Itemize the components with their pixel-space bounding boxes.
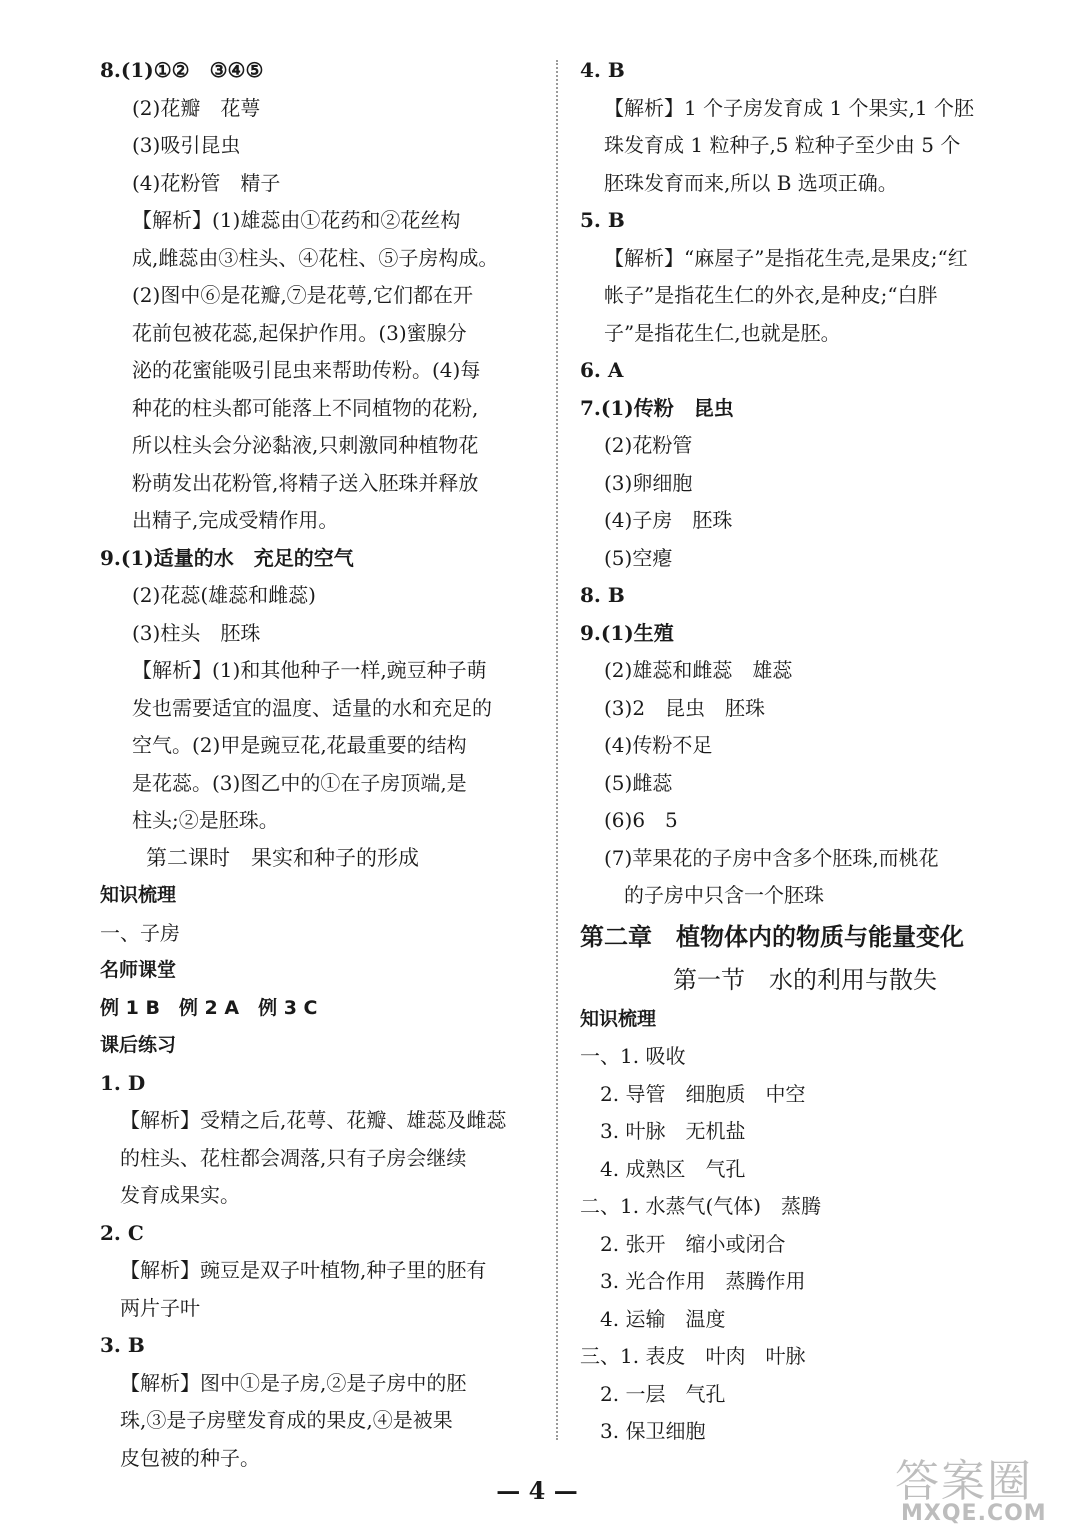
text-line: 知识梳理 <box>580 1007 657 1030</box>
text-line: 例 1 B 例 2 A 例 3 C <box>100 996 318 1019</box>
text-line: (3)柱头 胚珠 <box>132 620 261 645</box>
text-line: 发也需要适宜的温度、适量的水和充足的 <box>132 695 492 720</box>
text-line: 3. 叶脉 无机盐 <box>580 1119 746 1143</box>
page-number: — 4 — <box>496 1476 578 1505</box>
text-line: 2. C <box>100 1220 144 1245</box>
text-line: 子”是指花生仁,也就是胚。 <box>604 320 841 345</box>
text-line: 2. 一层 气孔 <box>580 1381 726 1406</box>
text-line: 【解析】图中①是子房,②是子房中的胚 <box>120 1370 467 1395</box>
text-line: 第一节 水的利用与散失 <box>673 965 937 994</box>
text-line: 珠发育成 1 粒种子,5 粒种子至少由 5 个 <box>604 133 961 157</box>
text-line: (2)花蕊(雄蕊和雌蕊) <box>132 583 316 607</box>
text-line: 第二课时 果实和种子的形成 <box>146 845 419 870</box>
text-line: 1. D <box>100 1070 146 1095</box>
text-line: 二、1. 水蒸气(气体) 蒸腾 <box>580 1194 822 1218</box>
text-line: (6)6 5 <box>604 808 678 832</box>
text-line: 4. B <box>580 58 625 82</box>
text-line: 9.(1)生殖 <box>580 620 674 645</box>
text-line: 【解析】(1)雄蕊由①花药和②花丝构 <box>132 208 461 232</box>
text-line: (4)传粉不足 <box>604 733 713 757</box>
text-line: 的子房中只含一个胚珠 <box>604 883 824 907</box>
text-line: 7.(1)传粉 昆虫 <box>580 395 734 420</box>
text-line: (3)2 昆虫 胚珠 <box>604 695 766 720</box>
text-line: 【解析】1 个子房发育成 1 个果实,1 个胚 <box>604 95 974 120</box>
text-line: (7)苹果花的子房中含多个胚珠,而桃花 <box>604 845 939 870</box>
text-line: (2)花瓣 花萼 <box>132 95 261 120</box>
text-line: (2)雄蕊和雌蕊 雄蕊 <box>604 658 793 682</box>
watermark-logo <box>895 1445 1070 1533</box>
text-line: 3. 保卫细胞 <box>580 1419 706 1443</box>
text-line: 所以柱头会分泌黏液,只刺激同种植物花 <box>132 433 479 457</box>
text-line: 花前包被花蕊,起保护作用。(3)蜜腺分 <box>132 320 467 345</box>
text-line: 两片子叶 <box>120 1295 200 1320</box>
right-column <box>580 52 1030 1451</box>
text-line: 【解析】(1)和其他种子一样,豌豆种子萌 <box>132 658 487 682</box>
text-line: 4. 运输 温度 <box>580 1306 726 1331</box>
text-line: 泌的花蜜能吸引昆虫来帮助传粉。(4)每 <box>132 358 481 382</box>
left-column <box>100 52 545 1477</box>
text-line: 种花的柱头都可能落上不同植物的花粉, <box>132 395 479 420</box>
text-line: 珠,③是子房壁发育成的果皮,④是被果 <box>120 1408 453 1432</box>
text-line: 胚珠发育而来,所以 B 选项正确。 <box>604 170 898 195</box>
text-line: (4)花粉管 精子 <box>132 170 281 195</box>
text-line: 6. A <box>580 358 624 382</box>
text-line: 的柱头、花柱都会凋落,只有子房会继续 <box>120 1145 467 1170</box>
text-line: 5. B <box>580 208 625 232</box>
text-line: 一、子房 <box>100 920 180 945</box>
text-line: 【解析】“麻屋子”是指花生壳,是果皮;“红 <box>604 245 968 270</box>
text-line: 2. 张开 缩小或闭合 <box>580 1231 786 1256</box>
text-line: 一、1. 吸收 <box>580 1044 686 1068</box>
text-line: 9.(1)适量的水 充足的空气 <box>100 545 354 570</box>
text-line: (4)子房 胚珠 <box>604 508 733 532</box>
text-line: 知识梳理 <box>100 884 177 906</box>
text-line: 8.(1)①② ③④⑤ <box>100 58 264 82</box>
text-line: 是花蕊。(3)图乙中的①在子房顶端,是 <box>132 770 467 795</box>
text-line: 粉萌发出花粉管,将精子送入胚珠并释放 <box>132 470 479 495</box>
text-line: 空气。(2)甲是豌豆花,花最重要的结构 <box>132 733 467 757</box>
text-line: 3. 光合作用 蒸腾作用 <box>580 1269 806 1293</box>
text-line: 第二章 植物体内的物质与能量变化 <box>580 922 964 951</box>
watermark-text: 答案圈 <box>895 1456 1033 1507</box>
text-line: 3. B <box>100 1333 145 1357</box>
text-line: (3)卵细胞 <box>604 470 693 495</box>
text-line: 发育成果实。 <box>120 1183 240 1207</box>
text-line: 4. 成熟区 气孔 <box>580 1156 746 1181</box>
watermark-url: MXQE.COM <box>901 1501 1047 1526</box>
text-line: 柱头;②是胚珠。 <box>132 808 279 832</box>
text-line: 帐子”是指花生仁的外衣,是种皮;“白胖 <box>604 283 938 307</box>
text-line: 皮包被的种子。 <box>120 1445 260 1470</box>
text-line: 8. B <box>580 583 625 607</box>
text-line: 2. 导管 细胞质 中空 <box>580 1081 806 1106</box>
text-line: 【解析】受精之后,花萼、花瓣、雄蕊及雌蕊 <box>120 1108 507 1132</box>
column-divider <box>556 60 558 1440</box>
text-line: 三、1. 表皮 叶肉 叶脉 <box>580 1344 806 1368</box>
text-line: 成,雌蕊由③柱头、④花柱、⑤子房构成。 <box>132 245 499 270</box>
text-line: (2)图中⑥是花瓣,⑦是花萼,它们都在开 <box>132 283 474 307</box>
text-line: 课后练习 <box>100 1034 177 1056</box>
text-line: (2)花粉管 <box>604 433 693 457</box>
text-line: 名师课堂 <box>100 959 177 981</box>
text-line: (5)雌蕊 <box>604 770 673 795</box>
text-line: 【解析】豌豆是双子叶植物,种子里的胚有 <box>120 1258 487 1282</box>
text-line: 出精子,完成受精作用。 <box>132 508 339 532</box>
text-line: (5)空瘪 <box>604 545 673 570</box>
text-line: (3)吸引昆虫 <box>132 133 241 157</box>
